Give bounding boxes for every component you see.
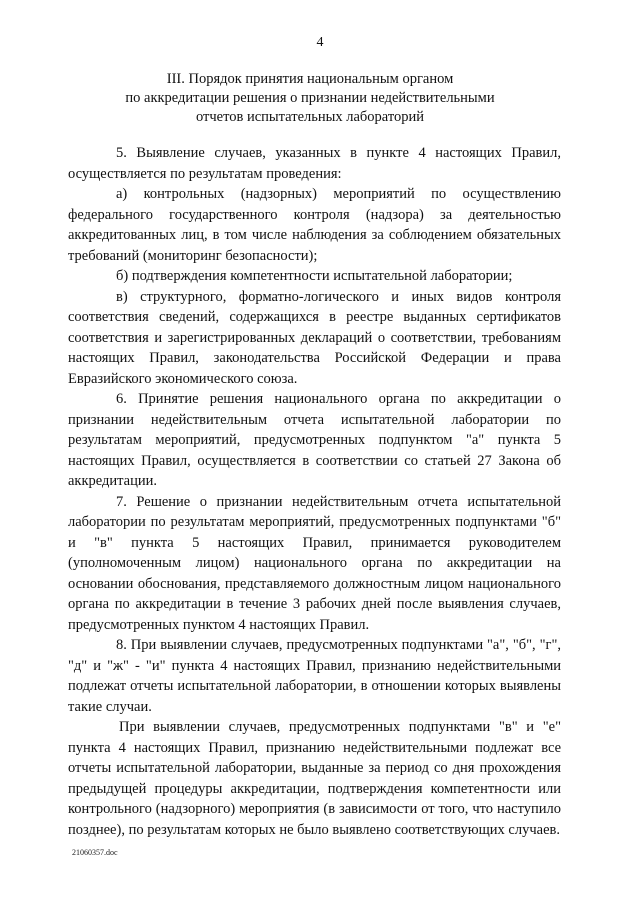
paragraph-8: 8. При выявлении случаев, предусмотренных подпунктами "а", "б", "г", "д" и "ж" - "и" пункта 4 настоящих Правил, признанию недействительными подлежат отчеты испытательной лаборатории, в отношении которых выявлены такие случаи. bbox=[68, 637, 561, 715]
section-title-line: III. Порядок принятия национальным органом bbox=[166, 71, 454, 87]
section-title-line: по аккредитации решения о признании недействительными bbox=[125, 90, 495, 106]
paragraph-5v: в) структурного, форматно-логического и иных видов контроля соответствия сведений, содержащихся в реестре выданных сертификатов соответствия и зарегистрированных деклараций о соответствии, требованиям настоящих Правил, законодательства Российской Федерации и права Евразийского экономического союза. bbox=[68, 288, 561, 387]
document-file-code: 21060357.doc bbox=[72, 848, 118, 857]
paragraph-5a: а) контрольных (надзорных) мероприятий по осуществлению федерального государственного контроля (надзора) за деятельностью аккредитованных лиц, в том числе наблюдения за соблюдением обязательных требований (мониторинг безопасности); bbox=[68, 186, 561, 264]
document-body bbox=[68, 143, 561, 840]
section-title-line: отчетов испытательных лабораторий bbox=[195, 109, 425, 125]
paragraph-6: 6. Принятие решения национального органа по аккредитации о признании недействительным отчета испытательной лаборатории по результатам мероприятий, предусмотренных подпунктом "а" пункта 5 настоящих Правил, осуществляется в соответствии со статьей 27 Закона об аккредитации. bbox=[68, 391, 561, 489]
paragraph-7: 7. Решение о признании недействительным отчета испытательной лаборатории по результатам мероприятий, предусмотренных подпунктами "б" и "в" пункта 5 настоящих Правил, принимается руководителем (уполномоченным лицом) национального органа по аккредитации на основании обоснования, представляемого должностным лицом национального органа по аккредитации в течение 3 рабочих дней после выявления случаев, предусмотренных пунктом 4 настоящих Правил. bbox=[68, 493, 561, 633]
section-title bbox=[60, 70, 560, 127]
page-number: 4 bbox=[316, 35, 324, 50]
paragraph-5: 5. Выявление случаев, указанных в пункте 4 настоящих Правил, осуществляется по результатам проведения: bbox=[68, 145, 561, 182]
paragraph-8-continued: При выявлении случаев, предусмотренных подпунктами "в" и "е" пункта 4 настоящих Правил, признанию недействительными подлежат все отчеты испытательной лаборатории, выданные за период со дня прохождения предыдущей процедуры аккредитации, подтверждения компетентности или контрольного (надзорного) мероприятия (в зависимости от того, что наступило позднее), по результатам которых не было выявлено соответствующих случаев. bbox=[68, 719, 561, 838]
paragraph-5b: б) подтверждения компетентности испытательной лаборатории; bbox=[116, 268, 513, 284]
